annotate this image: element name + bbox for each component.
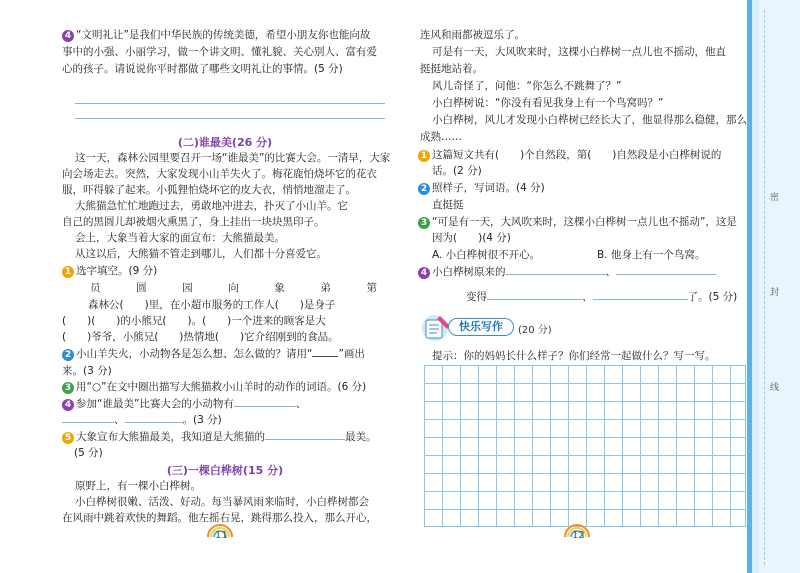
seal-char: 封 [770, 288, 780, 298]
question-number-badge: 4 [418, 267, 430, 279]
question-number-badge: 1 [62, 266, 74, 278]
question-number-badge: 3 [62, 382, 74, 394]
story-line: 自己的黑圆儿却被烟火熏黑了，身上挂出一块块黑印子。 [62, 216, 325, 228]
story-line: 服，吓得躲了起来。小狐狸怕烧坏它的皮大衣，悄悄地溜走了。 [62, 184, 356, 196]
writing-prompt: 提示：你的妈妈长什么样子？你们经常一起做什么？写一写。 [432, 350, 716, 362]
q3-line: 3 用“○”在文中圈出描写大熊猫救小山羊时的动作的词语。(6 分) [62, 380, 366, 394]
story3-line: 原野上，有一棵小白桦树。 [75, 480, 201, 492]
fill-line[interactable]: 森林公( )里，在小超市服务的工作人( )是身子 [88, 299, 336, 311]
q4-top-line1: 4 “文明礼让”是我们中华民族的传统美德，希望小朋友你也能向故 [62, 28, 370, 42]
writing-banner [420, 312, 552, 342]
q5-score: (5 分) [74, 447, 103, 459]
q2-line: 2 小山羊失火，小动物各是怎么想、怎么做的？请用“ ”画出 [62, 347, 365, 361]
story-cont-line: 成熟…… [420, 131, 462, 143]
story-line: 从这以后，大熊猫不管走到哪儿，人们都十分喜爱它。 [75, 248, 327, 260]
seal-char: 密 [770, 193, 780, 203]
story-cont-line: 小白桦树说：“你没有看见我身上有一个鸟窝吗？” [432, 97, 664, 109]
r-q4-line2[interactable]: 变得 、 了。(5 分) [466, 291, 738, 303]
answer-line[interactable] [75, 118, 385, 119]
writing-title: 快乐写作 [448, 318, 514, 336]
answer-line[interactable] [75, 103, 385, 104]
question-number-badge: 2 [62, 349, 74, 361]
q4-line: 4 参加“谁最美”比赛大会的小动物有 、 [62, 397, 306, 411]
question-number-badge: 4 [62, 399, 74, 411]
q2-line2: 来。(3 分) [62, 365, 112, 377]
word-bank-item: 圆 [136, 282, 147, 294]
seal-line [764, 10, 765, 565]
fill-line[interactable]: ( )( )的小熊兄( )。( )一个进来的顾客是大 [62, 315, 326, 327]
r-q2-example: 直挺挺 [432, 199, 464, 211]
story-cont-line: 挺挺地站着。 [420, 63, 483, 75]
r-q2-line: 2 照样子，写词语。(4 分) [418, 181, 545, 195]
fill-line[interactable]: ( )爷爷，小熊兄( )热情地( )它介绍刚到的食品。 [62, 331, 339, 343]
question-number-badge: 2 [418, 183, 430, 195]
story-line: 会上，大象当着大家的面宣布：大熊猫最美。 [75, 232, 285, 244]
word-bank [62, 281, 387, 295]
q4-top-line3: 心的孩子。请说说你平时都做了哪些文明礼让的事情。(5 分) [62, 63, 343, 75]
story3-line: 小白桦树很嫩、活泼、好动。每当暴风雨来临时，小白桦树都会 [75, 496, 369, 508]
section3-title: (三)一棵白桦树(15 分) [166, 464, 284, 477]
word-bank-item: 员 [90, 282, 101, 294]
story3-line: 在风雨中跳着欢快的舞蹈。他左摇右晃，跳得那么投入，那么开心， [62, 512, 377, 524]
page-number: 12 [572, 530, 585, 541]
page-number: 11 [215, 530, 228, 541]
question-number-badge: 5 [62, 432, 74, 444]
q5-line: 5 大象宣布大熊猫最美，我知道是大熊猫的 最美。 [62, 430, 377, 444]
q4-top-line2: 事中的小强、小丽学习，做一个讲文明、懂礼貌、关心别人、富有爱 [62, 46, 377, 58]
r-q1-line: 1 这篇短文共有( )个自然段，第( )自然段是小白桦树说的 [418, 148, 721, 162]
r-q3-line: 3 “可是有一天，大风吹来时，这棵小白桦树一点儿也不摇动”，这是 [418, 215, 737, 229]
story-cont-line: 连风和雨都被逗乐了。 [420, 29, 525, 41]
r-q4-line: 4 小白桦树原来的 、 [418, 265, 716, 279]
word-bank-item: 象 [274, 282, 285, 294]
writing-grid[interactable] [424, 365, 746, 527]
r-q1-line2: 话。(2 分) [432, 165, 482, 177]
r-q3-option-b[interactable]: B. 他身上有一个鸟窝。 [597, 249, 706, 261]
seal-char: 线 [770, 383, 780, 393]
writing-score: (20 分) [518, 325, 552, 336]
q1-line: 1 选字填空。(9 分) [62, 264, 157, 278]
r-q3-line2: 因为( )(4 分) [432, 232, 511, 244]
word-bank-item: 向 [228, 282, 239, 294]
story-line: 大熊猫急忙忙地跑过去，勇敢地冲进去，扑灭了小山羊。它 [75, 200, 348, 212]
section2-title: (二)谁最美(26 分) [177, 136, 273, 149]
right-page [402, 0, 747, 573]
story-cont-line: 小白桦树，风儿才发现小白桦树已经长大了，他显得那么稳健，那么 [432, 114, 747, 126]
word-bank-item: 园 [182, 282, 193, 294]
q4-line2[interactable]: 、 。(3 分) [62, 413, 222, 427]
story-cont-line: 风儿奇怪了，问他：“你怎么不跳舞了？” [432, 80, 622, 92]
story-line: 向会场走去。突然，大家发现小山羊失火了。梅花鹿怕烧坏它的花衣 [62, 168, 377, 180]
word-bank-item: 第 [366, 282, 377, 294]
question-number-badge: 3 [418, 217, 430, 229]
writing-grid-lines [424, 365, 746, 527]
story-cont-line: 可是有一天，大风吹来时，这棵小白桦树一点儿也不摇动，他直 [432, 46, 726, 58]
question-number-badge: 4 [62, 30, 74, 42]
question-number-badge: 1 [418, 150, 430, 162]
story-line: 这一天，森林公园里要召开一场“谁最美”的比赛大会。一清早，大家 [75, 152, 391, 164]
word-bank-item: 弟 [320, 282, 331, 294]
r-q3-option-a[interactable]: A. 小白桦树很不开心。 [432, 249, 541, 261]
